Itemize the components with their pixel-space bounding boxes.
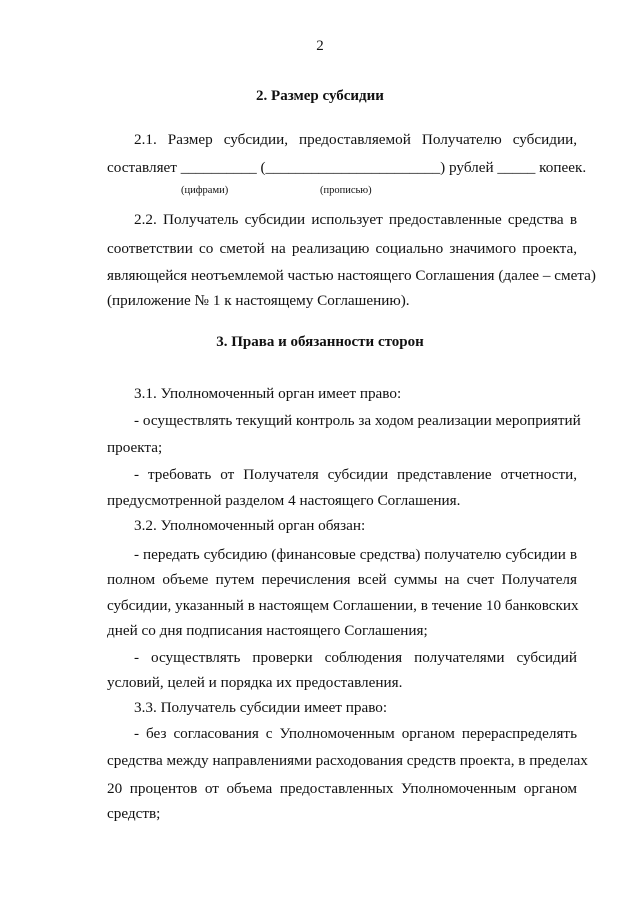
text-line: - без согласования с Уполномоченным органом перераспределять	[134, 725, 577, 742]
text-line: условий, целей и порядка их предоставления.	[107, 674, 403, 691]
caption-digits: (цифрами)	[181, 185, 229, 196]
text-line: полном объеме путем перечисления всей суммы на счет Получателя	[107, 571, 577, 588]
section-3-title: 3. Права и обязанности сторон	[216, 334, 424, 350]
text-line: 20 процентов от объема предоставленных Уполномоченным органом	[107, 780, 577, 797]
text-line: средства между направлениями расходования средств проекта, в пределах	[107, 752, 588, 769]
paragraph-2-1-line-2: составляет __________ (_______________________) рублей _____ копеек.	[107, 159, 587, 176]
paragraph-2-2-line-4: (приложение № 1 к настоящему Соглашению).	[107, 292, 410, 309]
section-2-title: 2. Размер субсидии	[256, 88, 384, 104]
caption-words: (прописью)	[320, 185, 372, 196]
text-line: средств;	[107, 805, 161, 822]
text-line: субсидии, указанный в настоящем Соглашении, в течение 10 банковских	[107, 597, 579, 614]
text-line: проекта;	[107, 439, 163, 456]
text-line: - передать субсидию (финансовые средства) получателю субсидии в	[134, 546, 577, 563]
page-number: 2	[316, 38, 324, 54]
paragraph-2-2-line-1: 2.2. Получатель субсидии использует предоставленные средства в	[134, 211, 577, 228]
text-line: - требовать от Получателя субсидии представление отчетности,	[134, 466, 577, 483]
paragraph-2-2-line-2: соответствии со сметой на реализацию социально значимого проекта,	[107, 240, 577, 257]
paragraph-2-2-line-3: являющейся неотъемлемой частью настоящего Соглашения (далее – смета)	[107, 267, 596, 284]
text-line: - осуществлять проверки соблюдения получателями субсидий	[134, 649, 577, 666]
text-line: 3.1. Уполномоченный орган имеет право:	[134, 385, 402, 402]
text-line: предусмотренной разделом 4 настоящего Соглашения.	[107, 492, 461, 509]
text-line: 3.2. Уполномоченный орган обязан:	[134, 517, 366, 534]
paragraph-2-1-line-1: 2.1. Размер субсидии, предоставляемой Получателю субсидии,	[134, 131, 577, 148]
text-line: дней со дня подписания настоящего Соглашения;	[107, 622, 428, 639]
text-line: - осуществлять текущий контроль за ходом реализации мероприятий	[134, 412, 581, 429]
text-line: 3.3. Получатель субсидии имеет право:	[134, 699, 388, 716]
